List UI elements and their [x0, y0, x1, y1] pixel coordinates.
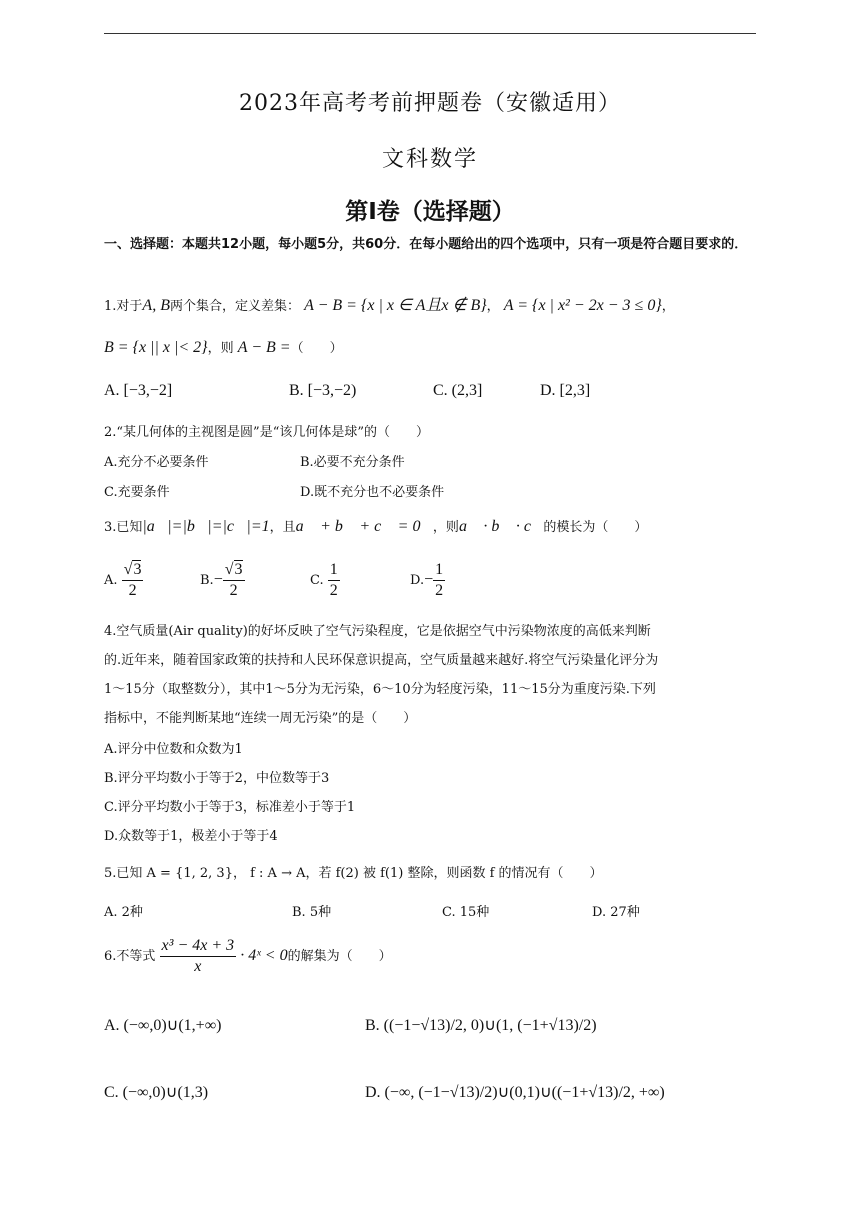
- q3-a-fraction: $\frac{√3}{2}$: [123, 561, 142, 599]
- q3-option-c[interactable]: C. $\frac{1}{2}$: [310, 561, 338, 599]
- section-title: 第Ⅰ卷（选择题）: [345, 199, 515, 225]
- q4-stem: 4.空气质量(Air quality)的好坏反映了空气污染程度，它是依据空气中污染物浓度的高低来判断 的.近年来，随着国家政策的扶持和人民环保意识提高，空气质量越来越好.将空气污染量化评分为 1～15分（取整数分），其中1～5分为无污染，6～10分为轻度污染，11～15分为重度污染.下列 指标中，不能判断某地“连续一周无污染”的是（ ）: [104, 624, 659, 726]
- q6-fraction: $\frac{\text{x³ − 4x + 3}}{x}$: [161, 937, 235, 975]
- q2-option-d[interactable]: D.既不充分也不必要条件: [300, 485, 445, 500]
- instructions: 一、选择题：本题共12小题，每小题5分，共60分．在每小题给出的四个选项中，只有一项是符合题目要求的．: [104, 237, 748, 252]
- q4-option-d[interactable]: D.众数等于1，极差小于等于4: [104, 829, 278, 844]
- q5-option-b[interactable]: B. 5种: [292, 905, 332, 920]
- q3-c-fraction: $\frac{1}{2}$: [329, 561, 338, 599]
- q5-stem: 5.已知 A = {1, 2, 3}， f : A → A，若 f(2) 被 f(1) 整除，则函数 f 的情况有（ ）: [104, 866, 603, 881]
- q4-option-a[interactable]: A.评分中位数和众数为1: [104, 742, 243, 757]
- q3-option-d[interactable]: D.− $\frac{1}{2}$: [410, 561, 444, 599]
- q2-option-b[interactable]: B.必要不充分条件: [300, 455, 405, 470]
- exam-subject: 文科数学: [381, 147, 478, 172]
- q4-option-b[interactable]: B.评分平均数小于等于2，中位数等于3: [104, 771, 330, 786]
- q6-stem: 6.不等式 $\frac{\text{x³ − 4x + 3}}{x}$ · 4ˣ < 0的解集为（ ）: [104, 937, 392, 975]
- q1-line1: 1.对于A, B两个集合，定义差集： A − B = {x | x ∈ A且x ∉ B}， A = {x | x² − 2x − 3 ≤ 0}，: [104, 297, 675, 314]
- q2-option-a[interactable]: A.充分不必要条件: [104, 455, 209, 470]
- q5-option-a[interactable]: A. 2种: [104, 905, 143, 920]
- exam-title: 2023年高考考前押题卷（安徽适用）: [239, 91, 621, 116]
- q2-stem: 2.“某几何体的主视图是圆”是“该几何体是球”的（ ）: [104, 425, 429, 440]
- q1-option-a[interactable]: A. [−3,−2]: [104, 382, 173, 399]
- q6-option-d[interactable]: D. (−∞, (−1−√13)/2)∪(0,1)∪((−1+√13)/2, +∞): [365, 1084, 665, 1101]
- q6-option-c[interactable]: C. (−∞,0)∪(1,3): [104, 1084, 209, 1101]
- q1-line2: B = {x || x |< 2}，则 A − B =（ ）: [104, 339, 343, 356]
- q3-option-b[interactable]: B.− $\frac{√3}{2}$: [200, 561, 243, 599]
- q3-b-fraction: $\frac{√3}{2}$: [224, 561, 243, 599]
- q3-d-fraction: $\frac{1}{2}$: [435, 561, 444, 599]
- q1-option-c[interactable]: C. (2,3]: [433, 382, 483, 399]
- q2-option-c[interactable]: C.充要条件: [104, 485, 170, 500]
- q1-option-d[interactable]: D. [2,3]: [540, 382, 591, 399]
- q4-option-c[interactable]: C.评分平均数小于等于3，标准差小于等于1: [104, 800, 356, 815]
- q5-option-d[interactable]: D. 27种: [592, 905, 640, 920]
- q6-option-b[interactable]: B. ((−1−√13)/2, 0)∪(1, (−1+√13)/2): [365, 1017, 597, 1034]
- q3-option-a[interactable]: A. $\frac{√3}{2}$: [104, 561, 142, 599]
- q1-option-b[interactable]: B. [−3,−2): [289, 382, 357, 399]
- q5-option-c[interactable]: C. 15种: [442, 905, 490, 920]
- q6-option-a[interactable]: A. (−∞,0)∪(1,+∞): [104, 1017, 222, 1034]
- header-rule: [104, 33, 756, 34]
- q3-stem: 3.已知|a⃗|=|b⃗|=|c⃗|=1，且a⃗ + b⃗ + c⃗ = 0⃗，则a⃗ · b⃗ · c⃗的模长为（ ）: [104, 518, 648, 535]
